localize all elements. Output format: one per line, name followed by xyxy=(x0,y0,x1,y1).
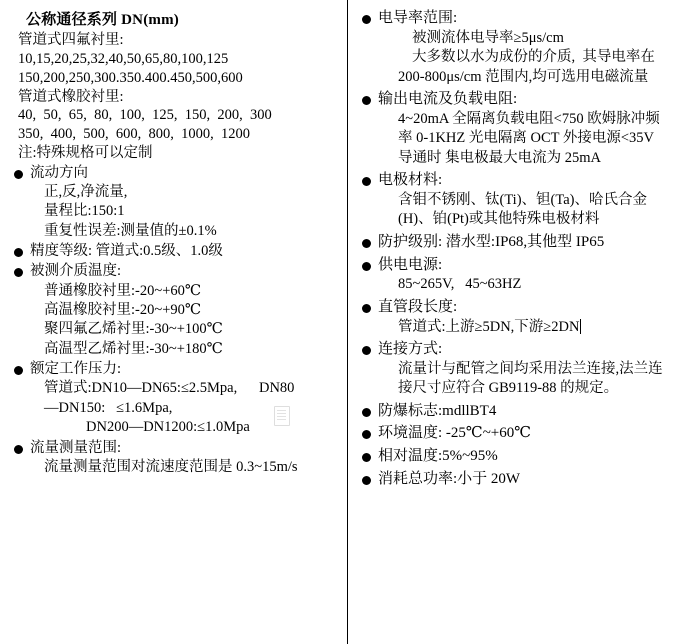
spec-detail-line: 率 0-1KHZ 光电隔离 OCT 外接电源<35V xyxy=(398,130,655,147)
intro-line: 40, 50, 65, 80, 100, 125, 150, 200, 300 xyxy=(18,107,272,124)
bullet-dot-icon xyxy=(362,408,371,417)
spec-item-title: 消耗总功率:小于 20W xyxy=(378,471,521,488)
spec-detail-line: 重复性误差:测量值的±0.1% xyxy=(44,222,217,239)
spec-detail-line: DN200—DN1200:≤1.0Mpa xyxy=(86,419,250,436)
spec-detail-line: 接尺寸应符合 GB9119-88 的规定。 xyxy=(398,380,619,397)
spec-detail-line: 普通橡胶衬里:-20~+60℃ xyxy=(44,282,202,299)
spec-item xyxy=(356,256,690,295)
spec-item-detail xyxy=(378,110,690,168)
spec-item-title: 额定工作压力: xyxy=(30,361,122,378)
bullet-dot-icon xyxy=(14,366,23,375)
spec-item-title: 电导率范围: xyxy=(378,10,458,26)
spec-item xyxy=(356,447,690,467)
spec-item-title: 防爆标志:mdllBT4 xyxy=(378,402,497,419)
spec-detail-line: 量程比:150:1 xyxy=(44,203,125,220)
spec-item xyxy=(356,90,690,168)
spec-item-title: 电极材料: xyxy=(378,172,443,189)
spec-item xyxy=(8,242,341,261)
intro-line: 350, 400, 500, 600, 800, 1000, 1200 xyxy=(18,126,250,143)
intro-line: 10,15,20,25,32,40,50,65,80,100,125 xyxy=(18,50,229,67)
spec-item-detail xyxy=(30,282,341,360)
spec-item-title: 环境温度: -25℃~+60℃ xyxy=(378,425,532,442)
spec-item-title: 防护级别: 潜水型:IP68,其他型 IP65 xyxy=(378,233,605,250)
page-title: 公称通径系列 DN(mm) xyxy=(26,12,179,28)
spec-detail-line: 导通时 集电极最大电流为 25mA xyxy=(398,149,601,166)
bullet-dot-icon xyxy=(14,445,23,454)
bullet-dot-icon xyxy=(14,268,23,277)
spec-detail-line: 管道式:上游≥5DN,下游≥2DN xyxy=(398,318,580,335)
bullet-dot-icon xyxy=(362,262,371,271)
bullet-dot-icon xyxy=(362,304,371,313)
spec-item-title: 供电电源: xyxy=(378,256,443,273)
spec-item xyxy=(356,9,690,87)
intro-line: 管道式四氟衬里: xyxy=(18,32,124,48)
spec-item-title: 连接方式: xyxy=(378,341,443,357)
spec-item-detail xyxy=(30,379,341,437)
left-bullet-list xyxy=(8,164,341,477)
bullet-dot-icon xyxy=(362,96,371,105)
spec-detail-line: 聚四氟乙烯衬里:-30~+100℃ xyxy=(44,321,223,338)
spec-item-detail xyxy=(378,360,690,399)
spec-item-title: 相对温度:5%~95% xyxy=(378,448,498,465)
spec-detail-line: 被测流体电导率≥5μs/cm xyxy=(412,29,564,46)
spec-item xyxy=(356,298,690,337)
document-watermark-icon xyxy=(272,405,294,427)
spec-detail-line: 高温型乙烯衬里:-30~+180℃ xyxy=(44,340,223,357)
spec-item xyxy=(356,402,690,422)
spec-detail-line: 流量测量范围对流速度范围是 0.3~15m/s xyxy=(44,458,298,475)
text-cursor xyxy=(580,319,581,334)
bullet-dot-icon xyxy=(362,346,371,355)
spec-item-detail xyxy=(378,29,690,87)
intro-line: 注:特殊规格可以定制 xyxy=(18,145,153,162)
spec-item-title: 流量测量范围: xyxy=(30,439,122,456)
intro-text xyxy=(18,31,341,163)
spec-detail-line: —DN150: ≤1.6Mpa, xyxy=(44,399,173,416)
spec-detail-line: 正,反,净流量, xyxy=(44,184,128,201)
spec-detail-line: 大多数以水为成份的介质, 其导电率在 xyxy=(412,49,655,66)
spec-item-title: 被测介质温度: xyxy=(30,263,122,280)
spec-item-title: 输出电流及负载电阻: xyxy=(378,91,518,108)
bullet-dot-icon xyxy=(362,453,371,462)
spec-detail-line: 高温橡胶衬里:-20~+90℃ xyxy=(44,301,202,318)
intro-line: 150,200,250,300.350.400.450,500,600 xyxy=(18,69,243,86)
bullet-dot-icon xyxy=(362,476,371,485)
spec-item xyxy=(356,171,690,230)
spec-item xyxy=(8,164,341,241)
spec-detail-line: 200-800μs/cm 范围内,均可选用电磁流量 xyxy=(398,68,649,85)
spec-item-detail xyxy=(378,275,690,294)
spec-item-detail xyxy=(378,318,690,337)
spec-item-title: 直管段长度: xyxy=(378,298,458,315)
spec-item-detail xyxy=(378,191,690,230)
spec-item-detail xyxy=(30,183,341,241)
spec-item xyxy=(356,233,690,253)
spec-item xyxy=(8,262,341,359)
bullet-dot-icon xyxy=(14,248,23,257)
intro-line: 管道式橡胶衬里: xyxy=(18,88,124,105)
spec-detail-line: 4~20mA 全隔离负载电阻<750 欧姆脉冲频 xyxy=(398,110,660,127)
right-column xyxy=(348,0,696,644)
spec-detail-line: 流量计与配管之间均采用法兰连接,法兰连 xyxy=(398,360,663,377)
spec-item xyxy=(356,340,690,399)
spec-item-detail xyxy=(30,458,341,477)
spec-detail-line: 管道式:DN10—DN65:≤2.5Mpa, DN80 xyxy=(44,380,295,397)
spec-item xyxy=(8,439,341,478)
spec-item xyxy=(356,424,690,444)
spec-item-title: 精度等级: 管道式:0.5级、1.0级 xyxy=(30,243,223,260)
right-bullet-list xyxy=(356,9,690,490)
bullet-dot-icon xyxy=(362,239,371,248)
spec-item-title: 流动方向 xyxy=(30,164,88,181)
spec-detail-line: 含钼不锈刚、钛(Ti)、钽(Ta)、哈氏合金 xyxy=(398,191,647,208)
bullet-dot-icon xyxy=(362,177,371,186)
bullet-dot-icon xyxy=(362,430,371,439)
spec-item xyxy=(356,470,690,490)
spec-detail-line: (H)、铂(Pt)或其他特殊电极材料 xyxy=(398,211,600,228)
spec-detail-line: 85~265V, 45~63HZ xyxy=(398,276,522,293)
bullet-dot-icon xyxy=(14,170,23,179)
bullet-dot-icon xyxy=(362,15,371,24)
